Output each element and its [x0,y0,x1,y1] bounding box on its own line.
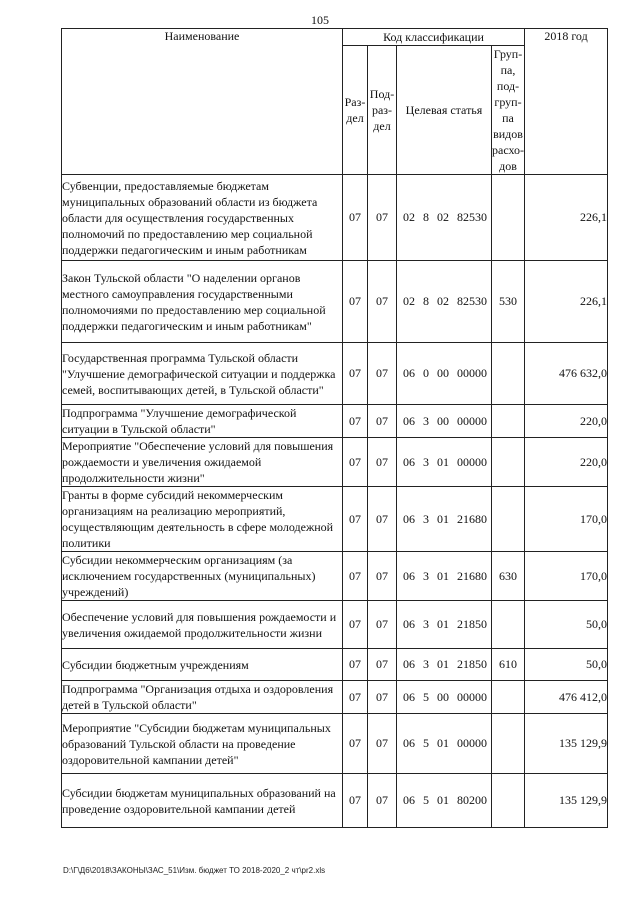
target-event: 01 [437,511,449,526]
target-subprogram: 5 [423,793,429,807]
target-event: 02 [437,294,449,308]
target-direction: 21850 [457,617,487,631]
row-section: 07 [343,405,368,438]
target-subprogram: 8 [423,210,429,224]
table-row [62,774,608,828]
row-expense-group [492,774,525,828]
target-subprogram: 3 [423,454,429,469]
row-expense-group [492,343,525,405]
target-program: 06 [403,736,415,750]
target-program: 06 [403,413,415,428]
row-name: Подпрограмма "Улучшение демографической ситуации в Тульской области" [62,405,343,438]
row-name: Субсидии бюджетам муниципальных образований на проведение оздоровительной кампании детей [62,774,343,828]
row-name: Подпрограмма "Организация отдыха и оздоровления детей в Тульской области" [62,681,343,714]
table-row [62,343,608,405]
row-name: Обеспечение условий для повышения рождаемости и увеличения ожидаемой продолжительности жизни [62,601,343,649]
target-subprogram: 3 [423,568,429,583]
target-event: 00 [437,366,449,380]
row-expense-group: 530 [492,261,525,343]
target-direction: 00000 [457,736,487,750]
header-expense-group: Груп- па, под- груп- па видов расхо- дов [492,47,525,173]
row-section: 07 [343,261,368,343]
budget-table [61,28,608,828]
target-program: 06 [403,689,415,704]
target-program: 02 [403,210,415,224]
row-amount: 226,1 [525,175,608,261]
target-program: 06 [403,657,415,671]
row-target [397,774,492,828]
row-target [397,714,492,774]
table-row [62,714,608,774]
row-subsection: 07 [368,601,397,649]
target-program: 06 [403,568,415,583]
table-row [62,649,608,681]
row-amount: 135 129,9 [525,774,608,828]
row-subsection: 07 [368,552,397,601]
row-section: 07 [343,681,368,714]
header-target: Целевая статья [397,46,492,175]
target-subprogram: 0 [423,366,429,380]
row-expense-group: 630 [492,552,525,601]
row-name: Субсидии бюджетным учреждениям [62,649,343,681]
target-subprogram: 3 [423,617,429,631]
row-target [397,649,492,681]
row-subsection: 07 [368,487,397,552]
target-program: 06 [403,366,415,380]
row-subsection: 07 [368,343,397,405]
table-row [62,487,608,552]
row-amount: 476 632,0 [525,343,608,405]
target-program: 06 [403,793,415,807]
row-section: 07 [343,487,368,552]
row-amount: 220,0 [525,405,608,438]
header-section: Раз- дел [343,46,368,175]
table-row [62,552,608,601]
row-amount: 170,0 [525,552,608,601]
target-event: 01 [437,454,449,469]
row-target [397,552,492,601]
row-name: Субсидии некоммерческим организациям (за исключением государственных (муниципальных) учреждений) [62,552,343,601]
target-subprogram: 3 [423,511,429,526]
row-subsection: 07 [368,649,397,681]
target-subprogram: 8 [423,294,429,308]
target-subprogram: 3 [423,657,429,671]
target-event: 01 [437,736,449,750]
row-subsection: 07 [368,681,397,714]
table-row [62,405,608,438]
row-amount: 50,0 [525,649,608,681]
row-expense-group [492,681,525,714]
table-row [62,438,608,487]
header-subsection: Под- раз- дел [368,46,397,175]
row-subsection: 07 [368,438,397,487]
row-name: Закон Тульской области "О наделении органов местного самоуправления государственными полномочиями по предоставлению мер социальной поддержки педагогическим и иным работникам" [62,261,343,343]
row-subsection: 07 [368,714,397,774]
target-event: 00 [437,413,449,428]
file-path-footer: D:\Г\Д6\2018\ЗАКОНЫ\ЗАС_51\Изм. бюджет ТО 2018-2020_2 чт\pr2.xls [63,866,326,875]
row-expense-group [492,438,525,487]
target-program: 02 [403,294,415,308]
target-subprogram: 5 [423,736,429,750]
row-section: 07 [343,774,368,828]
row-amount: 476 412,0 [525,681,608,714]
row-subsection: 07 [368,261,397,343]
row-target [397,601,492,649]
target-direction: 00000 [457,689,487,704]
row-section: 07 [343,649,368,681]
row-expense-group [492,714,525,774]
row-section: 07 [343,601,368,649]
row-name: Мероприятие "Субсидии бюджетам муниципальных образований Тульской области на проведение оздоровительной кампании детей" [62,714,343,774]
header-name: Наименование [62,29,343,175]
table-row [62,601,608,649]
target-subprogram: 3 [423,413,429,428]
page-number: 105 [311,13,329,27]
row-name: Гранты в форме субсидий некоммерческим организациям на реализацию мероприятий, осуществляющим деятельность в сфере молодежной политики [62,487,343,552]
target-direction: 00000 [457,366,487,380]
row-expense-group [492,175,525,261]
target-direction: 00000 [457,454,487,469]
target-direction: 21850 [457,657,487,671]
target-program: 06 [403,511,415,526]
row-target [397,487,492,552]
target-program: 06 [403,454,415,469]
row-target [397,438,492,487]
table-body [62,175,608,828]
row-name: Мероприятие "Обеспечение условий для повышения рождаемости и увеличения ожидаемой продолжительности жизни" [62,438,343,487]
row-subsection: 07 [368,774,397,828]
target-direction: 82530 [457,210,487,224]
row-amount: 220,0 [525,438,608,487]
row-section: 07 [343,175,368,261]
row-amount: 226,1 [525,261,608,343]
target-event: 00 [437,689,449,704]
target-event: 01 [437,657,449,671]
table-row [62,681,608,714]
target-event: 01 [437,793,449,807]
target-event: 01 [437,568,449,583]
target-direction: 21680 [457,568,487,583]
row-expense-group [492,487,525,552]
target-subprogram: 5 [423,689,429,704]
row-amount: 135 129,9 [525,714,608,774]
row-expense-group [492,405,525,438]
row-target [397,343,492,405]
header-year: 2018 год [525,29,608,175]
row-amount: 50,0 [525,601,608,649]
target-direction: 00000 [457,413,487,428]
row-section: 07 [343,552,368,601]
row-section: 07 [343,438,368,487]
row-target [397,261,492,343]
target-direction: 82530 [457,294,487,308]
target-program: 06 [403,617,415,631]
target-direction: 80200 [457,793,487,807]
header-classification: Код классификации [343,29,525,46]
row-amount: 170,0 [525,487,608,552]
target-direction: 21680 [457,511,487,526]
row-section: 07 [343,714,368,774]
header-row-1 [62,29,608,46]
row-target [397,175,492,261]
row-section: 07 [343,343,368,405]
row-name: Государственная программа Тульской области "Улучшение демографической ситуации и поддержка семей, воспитывающих детей, в Тульской области" [62,343,343,405]
target-event: 01 [437,617,449,631]
target-event: 02 [437,210,449,224]
row-target [397,405,492,438]
table-row [62,261,608,343]
row-name: Субвенции, предоставляемые бюджетам муниципальных образований области из бюджета области для осуществления государственных полномочий по предоставлению мер социальной поддержки педагогическим и иным работникам [62,175,343,261]
row-subsection: 07 [368,405,397,438]
row-expense-group [492,601,525,649]
row-expense-group: 610 [492,649,525,681]
row-target [397,681,492,714]
table-row [62,175,608,261]
row-subsection: 07 [368,175,397,261]
